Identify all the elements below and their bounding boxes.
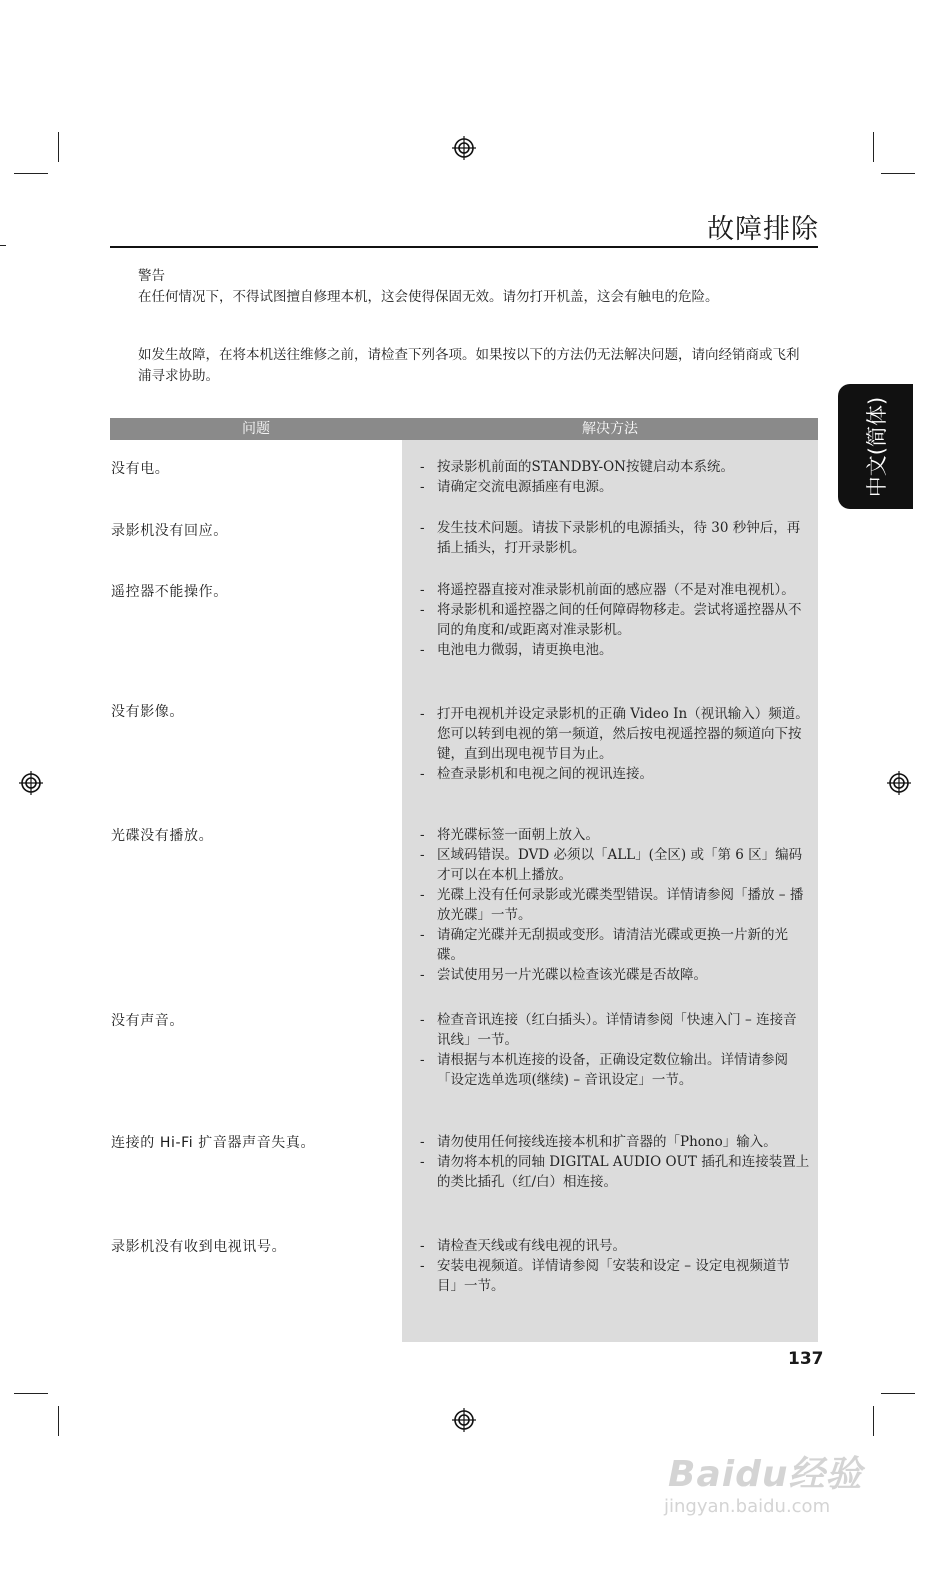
solution-item: - 检查音讯连接（红白插头）。详情请参阅「快速入门 – 连接音讯线」一节。 <box>418 1010 810 1050</box>
crop-mark <box>58 1406 59 1436</box>
solution-list <box>418 580 810 660</box>
solution-list <box>418 457 810 497</box>
page-number: 137 <box>788 1349 824 1369</box>
solution-item: - 将光碟标签一面朝上放入。 <box>418 825 810 845</box>
warning-body: 在任何情况下，不得试图擅自修理本机，这会使得保固无效。请勿打开机盖，这会有触电的危险。 <box>138 289 719 305</box>
problem-text: 没有影像。 <box>111 704 184 720</box>
solution-item: - 按录影机前面的STANDBY-ON按键启动本系统。 <box>418 457 810 477</box>
page-title: 故障排除 <box>707 214 819 245</box>
language-tab <box>838 384 913 509</box>
crop-mark <box>0 245 6 246</box>
solution-item: - 将遥控器直接对准录影机前面的感应器（不是对准电视机）。 <box>418 580 810 600</box>
problem-text: 没有声音。 <box>111 1013 184 1029</box>
crop-mark <box>881 173 915 174</box>
registration-mark-icon <box>19 771 43 795</box>
solution-list <box>418 704 810 784</box>
solution-item: - 请确定光碟并无刮损或变形。请清洁光碟或更换一片新的光碟。 <box>418 925 810 965</box>
column-header-problem: 问题 <box>242 421 270 437</box>
solution-list <box>418 1010 810 1090</box>
crop-mark <box>873 132 874 162</box>
solution-item: - 打开电视机并设定录影机的正确 Video In（视讯输入）频道。您可以转到电视的第一频道，然后按电视遥控器的频道向下按键，直到出现电视节目为止。 <box>418 704 810 764</box>
solution-item: - 请勿使用任何接线连接本机和扩音器的「Phono」输入。 <box>418 1132 810 1152</box>
column-header-solution: 解决方法 <box>582 421 638 437</box>
problem-text: 没有电。 <box>111 461 170 477</box>
watermark-brand: Baidu经验 <box>668 1454 863 1495</box>
solution-list <box>418 1236 810 1296</box>
intro-paragraph: 如发生故障，在将本机送往维修之前，请检查下列各项。如果按以下的方法仍无法解决问题，请向经销商或飞利浦寻求协助。 <box>138 347 800 384</box>
language-tab-label: 中文(简体) <box>864 396 889 497</box>
problem-text: 遥控器不能操作。 <box>111 584 228 600</box>
solution-item: - 安装电视频道。详情请参阅「安装和设定 – 设定电视频道节目」一节。 <box>418 1256 810 1296</box>
solution-item: - 检查录影机和电视之间的视讯连接。 <box>418 764 810 784</box>
solution-item: - 请勿将本机的同轴 DIGITAL AUDIO OUT 插孔和连接装置上的类比插孔（红/白）相连接。 <box>418 1152 810 1192</box>
problem-text: 录影机没有收到电视讯号。 <box>111 1239 287 1255</box>
solution-item: - 电池电力微弱，请更换电池。 <box>418 640 810 660</box>
solution-list <box>418 825 810 985</box>
registration-mark-icon <box>887 771 911 795</box>
crop-mark <box>58 132 59 162</box>
solution-item: - 请根据与本机连接的设备，正确设定数位输出。详情请参阅「设定选单选项(继续) – 音讯设定」一节。 <box>418 1050 810 1090</box>
crop-mark <box>881 1393 915 1394</box>
solution-item: - 请确定交流电源插座有电源。 <box>418 477 810 497</box>
problem-text: 连接的 Hi-Fi 扩音器声音失真。 <box>111 1135 316 1151</box>
title-divider <box>110 246 818 248</box>
problem-text: 光碟没有播放。 <box>111 828 214 844</box>
solution-item: - 尝试使用另一片光碟以检查该光碟是否故障。 <box>418 965 810 985</box>
solution-item: - 请检查天线或有线电视的讯号。 <box>418 1236 810 1256</box>
solution-list <box>418 518 810 558</box>
warning-title: 警告 <box>138 268 165 284</box>
crop-mark <box>14 173 48 174</box>
solution-item: - 将录影机和遥控器之间的任何障碍物移走。尝试将遥控器从不同的角度和/或距离对准录影机。 <box>418 600 810 640</box>
solution-item: - 发生技术问题。请拔下录影机的电源插头，待 30 秒钟后，再插上插头，打开录影机。 <box>418 518 810 558</box>
registration-mark-icon <box>452 136 476 160</box>
solution-list <box>418 1132 810 1192</box>
solution-item: - 区域码错误。DVD 必须以「ALL」(全区) 或「第 6 区」编码才可以在本机上播放。 <box>418 845 810 885</box>
problem-text: 录影机没有回应。 <box>111 523 228 539</box>
registration-mark-icon <box>452 1408 476 1432</box>
crop-mark <box>873 1406 874 1436</box>
crop-mark <box>14 1393 48 1394</box>
watermark-url: jingyan.baidu.com <box>664 1496 831 1517</box>
table-header <box>110 418 818 440</box>
solution-item: - 光碟上没有任何录影或光碟类型错误。详情请参阅「播放 – 播放光碟」一节。 <box>418 885 810 925</box>
